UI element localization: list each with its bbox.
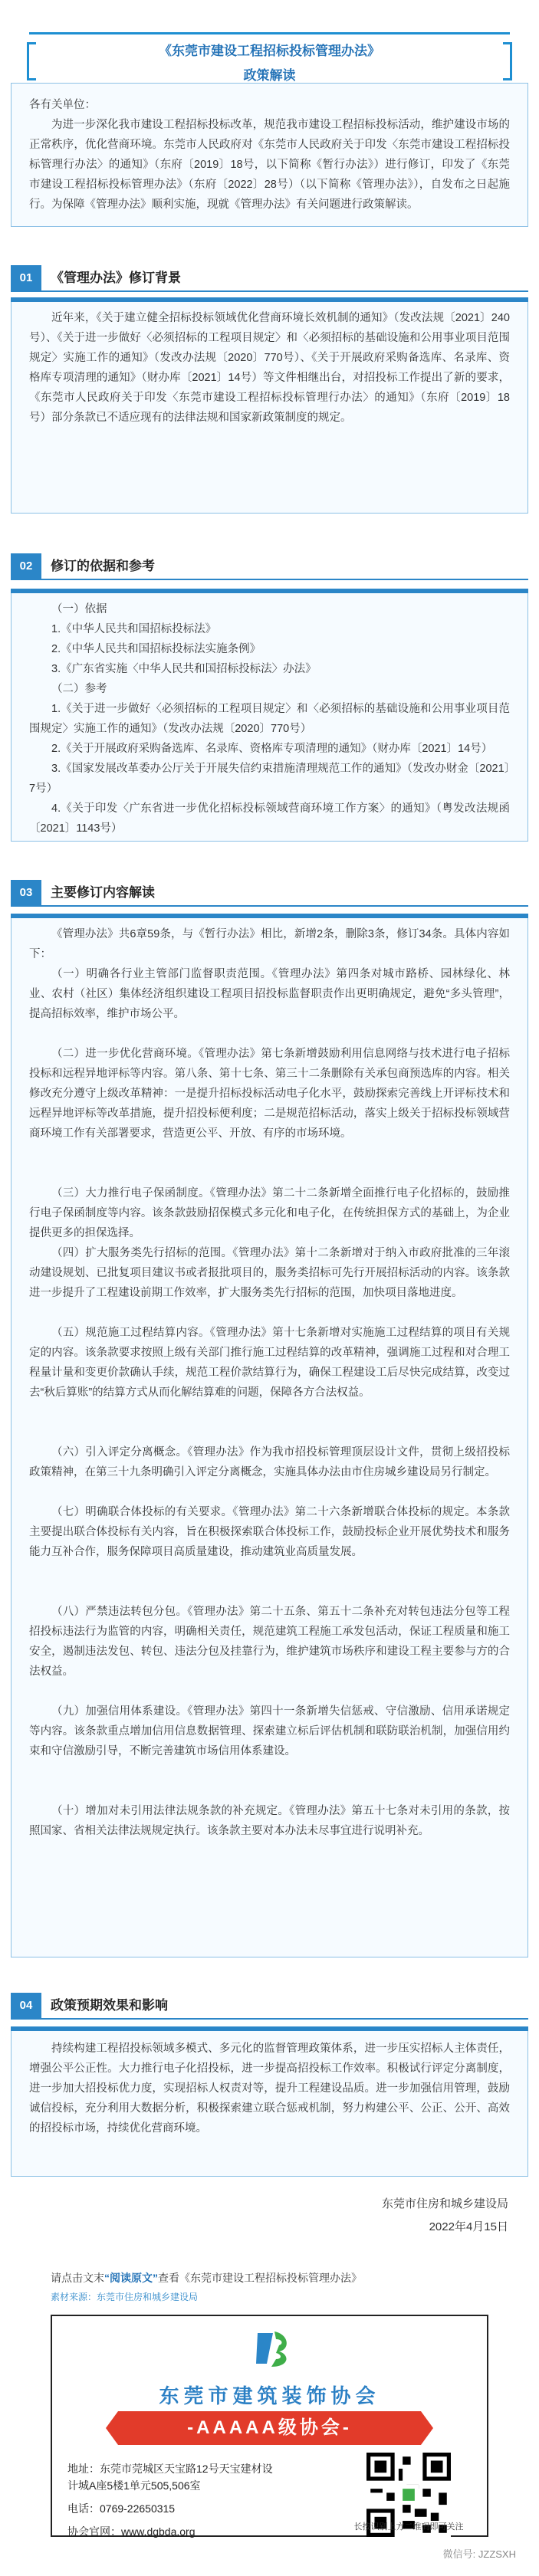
section-rule xyxy=(11,2018,528,2020)
intro-body: 为进一步深化我市建设工程招标投标改革，规范我市建设工程招标投标活动，维护建设市场的正常秩序，优化营商环境。东莞市人民政府对《东莞市人民政府关于印发〈东莞市建设工程招标投标管理行办法〉的通知》（东府〔2019〕18号，以下简称《暂行办法》）进行修订，印发了《东莞市建设工程招标投标管理办法》（东府〔2022〕28号）（以下简称《管理办法》），自发布之日起施行。为保障《管理办法》顺利实施，现就《管理办法》有关问题进行政策解读。 xyxy=(29,119,510,211)
section-01-para: 近年来，《关于建立健全招标投标领域优化营商环境长效机制的通知》（发改法规〔2021〕240号）、《关于进一步做好〈必须招标的工程项目规定〉和〈必须招标的基础设施和公用事业项目范围规定〉实施工作的通知》（发改办法规〔2020〕770号）、《关于开展政府采购备选库、名录库、资格库专项清理的通知》（财办库〔2021〕14号）等文件相继出台，对招投标工作提出了新的要求，《东莞市人民政府关于印发〈东莞市建设工程招标投标管理行办法〉的通知》（东府〔2019〕18号）部分条款已不适应现有的法律法规和国家新政策制度的规定。 xyxy=(29,312,510,424)
section-title: 政策预期效果和影响 xyxy=(51,1998,168,2013)
intro-greeting: 各有关单位： xyxy=(29,99,96,111)
section-02-item: （二）参考 xyxy=(51,683,107,695)
read-original-link[interactable]: “阅读原文” xyxy=(104,2272,158,2284)
section-number: 01 xyxy=(11,265,41,291)
source-note: 素材来源：东莞市住房和城乡建设局 xyxy=(51,2292,199,2302)
article-header xyxy=(29,32,510,90)
section-03-para: （一）明确各行业主管部门监督职责范围。《管理办法》第四条对城市路桥、园林绿化、林业、农村（社区）集体经济组织建设工程项目招投标监督职责作出更明确规定，避免“多头管理”，提高招标效率，维护市场公平。 xyxy=(29,968,510,1020)
section-rule xyxy=(11,290,528,292)
section-title: 修订的依据和参考 xyxy=(51,559,155,573)
section-number: 04 xyxy=(11,1993,41,2019)
section-03-para: （六）引入评定分离概念。《管理办法》作为我市招投标管理顶层设计文件，贯彻上级招投标政策精神，在第三十九条明确引入评定分离概念，实施具体办法由市住房城乡建设局另行制定。 xyxy=(29,1446,510,1478)
association-phone: 电话：0769-22650315 xyxy=(67,2502,176,2515)
read-original-hint xyxy=(51,2270,362,2286)
article-subtitle: 政策解读 xyxy=(243,68,296,83)
section-title: 主要修订内容解读 xyxy=(51,885,155,900)
section-02-item: 3.《广东省实施〈中华人民共和国招标投标法〉办法》 xyxy=(51,663,317,675)
hint-prefix: 请点击文末 xyxy=(51,2272,104,2284)
section-03-para: （七）明确联合体投标的有关要求。《管理办法》第二十六条新增联合体投标的规定。本条款主要提出联合体投标有关内容，旨在积极探索联合体投标工作，鼓励投标企业开展优势技术和服务能力互补合作，服务保障项目高质量建设，推动建筑业高质量发展。 xyxy=(29,1506,510,1558)
section-03-para: （九）加强信用体系建设。《管理办法》第四十一条新增失信惩戒、守信激励、信用承诺规定等内容。该条款重点增加信用信息数据管理、探索建立标后评估机制和联防联治机制，加强信用约束和守信激励引导，不断完善建筑市场信用体系建设。 xyxy=(29,1705,510,1757)
qr-caption: 长按识别上方二维码即可关注 xyxy=(353,2522,464,2532)
section-header xyxy=(11,1993,528,2019)
section-02-item: 2.《关于开展政府采购备选库、名录库、资格库专项清理的通知》（财办库〔2021〕14号） xyxy=(51,743,493,755)
section-03-para: （四）扩大服务类先行招标的范围。《管理办法》第十二条新增对于纳入市政府批准的三年滚动建设规划、已批复项目建议书或者报批项目的，服务类招标可先行开展招标活动的内容。该条款进一步提升了工程建设前期工作效率，扩大服务类先行招标的范围，加快项目落地进度。 xyxy=(29,1247,510,1299)
association-name: 东莞市建筑装饰协会 xyxy=(159,2384,380,2407)
section-number: 03 xyxy=(11,880,41,906)
section-02-item: 3.《国家发展改革委办公厅关于开展失信约束措施清理规范工作的通知》（发改办财金〔2021〕7号） xyxy=(29,763,510,795)
association-website[interactable]: 协会官网：www.dgbda.org xyxy=(67,2525,196,2538)
association-logo-icon xyxy=(250,2327,293,2370)
section-03-para: （三）大力推行电子保函制度。《管理办法》第二十二条新增全面推行电子化招标的，鼓励推行电子保函制度等内容。该条款鼓励招保模式多元化和电子化，在传统担保方式的基础上，为企业提供更多的担保选择。 xyxy=(29,1187,510,1239)
association-contact xyxy=(67,2460,282,2540)
section-header xyxy=(11,880,528,906)
section-rule xyxy=(11,579,528,580)
section-number: 02 xyxy=(11,553,41,579)
section-02-item: 1.《中华人民共和国招标投标法》 xyxy=(51,623,217,635)
watermark: 微信号: JZZSXH xyxy=(442,2548,516,2560)
hint-suffix: 查看《东莞市建设工程招标投标管理办法》 xyxy=(158,2272,362,2284)
signature-date: 2022年4月15日 xyxy=(429,2220,508,2233)
section-03-para: （五）规范施工过程结算内容。《管理办法》第十七条新增对实施施工过程结算的项目有关规定的内容。该条款要求按照上级有关部门推行施工过程结算的改革精神，强调施工过程和对合理工程量计量和变更价款确认手续，规范工程价款结算行为，确保工程建设工后尽快完成结算，改变过去“秋后算账”的结算方式从而化解结算难的问题，保障各方合法权益。 xyxy=(29,1327,510,1399)
section-03-para: （二）进一步优化营商环境。《管理办法》第七条新增鼓励利用信息网络与技术进行电子招标投标和远程异地评标等内容。第八条、第十七条、第三十二条删除有关承包商预选库的内容。相关修改充分遵守上级改革精神：一是提升招标投标活动电子化水平，鼓励探索完善线上开评标技术和远程异地评标等改革措施，提升招投标便利度；二是规范招标活动，落实上级关于招标投标领域营商环境工作有关部署要求，营造更公平、开放、有序的市场环境。 xyxy=(29,1048,510,1140)
section-03-para: 《管理办法》共6章59条，与《暂行办法》相比，新增2条，删除3条，修订34条。具体内容如下： xyxy=(29,928,510,960)
section-02-item: 2.《中华人民共和国招标投标法实施条例》 xyxy=(51,643,261,655)
section-02-item: （一）依据 xyxy=(51,603,107,615)
section-02-item: 4.《关于印发〈广东省进一步优化招标投标领域营商环境工作方案〉的通知》（粤发改法规函〔2021〕1143号） xyxy=(29,802,510,835)
section-header xyxy=(11,553,528,579)
section-title: 《管理办法》修订背景 xyxy=(51,271,181,285)
section-02-item: 1.《关于进一步做好〈必须招标的工程项目规定〉和〈必须招标的基础设施和公用事业项目范围规定〉实施工作的通知》（发改办法规〔2020〕770号） xyxy=(29,703,510,735)
section-04-para: 持续构建工程招投标领域多模式、多元化的监督管理政策体系，进一步压实招标人主体责任，增强公平公正性。大力推行电子化招投标，进一步提高招投标工作效率。积极试行评定分离制度，进一步加大招投标优力度，实现招标人权责对等，提升工程建设品质。进一步加强信用管理，鼓励诚信投标，充分利用大数据分析，积极探索建立联合惩戒机制，努力构建公平、公正、公开、高效的招投标市场，持续优化营商环境。 xyxy=(29,2043,510,2135)
association-card xyxy=(51,2315,488,2537)
section-03-para: （八）严禁违法转包分包。《管理办法》第二十五条、第五十二条补充对转包违法分包等工程招投标违法行为监管的内容，明确相关责任，规范建筑工程施工承发包活动，保证工程质量和施工安全，遏制违法发包、转包、违法分包及挂靠行为，维护建筑市场秩序和建设工程主要参与方的合法权益。 xyxy=(29,1606,510,1678)
association-grade-ribbon: -AAAAA级协会- xyxy=(118,2411,421,2445)
section-header xyxy=(11,265,528,291)
section-03-para: （十）增加对未引用法律法规条款的补充规定。《管理办法》第五十七条对未引用的条款，按照国家、省相关法律法规规定执行。该条款主要对本办法未尽事宜进行说明补充。 xyxy=(29,1805,510,1837)
article-title: 《东莞市建设工程招标投标管理办法》 xyxy=(159,44,380,58)
association-address: 地址：东莞市莞城区天宝路12号天宝建材设计城A座5楼1单元505,506室 xyxy=(67,2463,273,2492)
signature-org: 东莞市住房和城乡建设局 xyxy=(381,2197,508,2210)
section-rule xyxy=(11,905,528,907)
